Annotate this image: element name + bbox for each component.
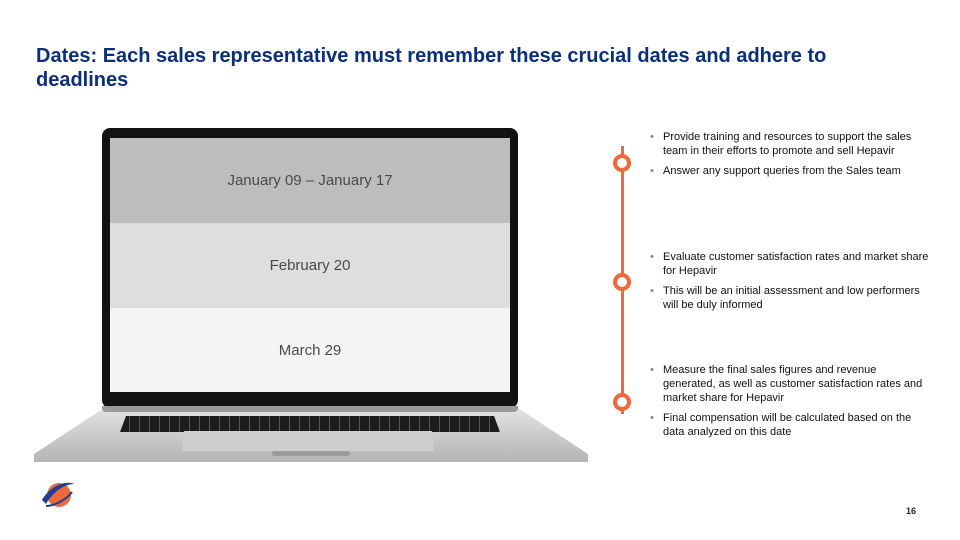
date-band-1: January 09 – January 17 <box>110 138 510 223</box>
company-logo-icon <box>40 476 76 512</box>
laptop-trackpad <box>182 431 434 451</box>
page-title: Dates: Each sales representative must remember these crucial dates and adhere to deadlines <box>36 45 827 91</box>
bullet-item: • Measure the final sales figures and revenue generated, as well as customer satisfaction rates and market share for Hepavir <box>650 363 930 405</box>
timeline-bullets-1 <box>650 130 930 184</box>
timeline-bullets-3 <box>650 363 930 445</box>
bullet-item: • This will be an initial assessment and low performers will be duly informed <box>650 284 930 312</box>
laptop-hinge <box>102 406 518 412</box>
bullet-item: • Provide training and resources to support the sales team in their efforts to promote and sell Hepavir <box>650 130 930 158</box>
bullet-item: • Answer any support queries from the Sales team <box>650 164 930 178</box>
date-band-2: February 20 <box>110 223 510 308</box>
date-band-3: March 29 <box>110 308 510 392</box>
laptop-screen <box>110 138 510 392</box>
laptop-notch <box>272 451 350 456</box>
bullet-item: • Final compensation will be calculated based on the data analyzed on this date <box>650 411 930 439</box>
timeline-node-1 <box>613 154 631 172</box>
page-number: 16 <box>906 506 917 516</box>
laptop-illustration <box>34 126 588 470</box>
timeline-node-3 <box>613 393 631 411</box>
bullet-item: • Evaluate customer satisfaction rates and market share for Hepavir <box>650 250 930 278</box>
laptop-keyboard <box>120 416 500 432</box>
timeline-bullets-2 <box>650 250 930 318</box>
timeline-node-2 <box>613 273 631 291</box>
